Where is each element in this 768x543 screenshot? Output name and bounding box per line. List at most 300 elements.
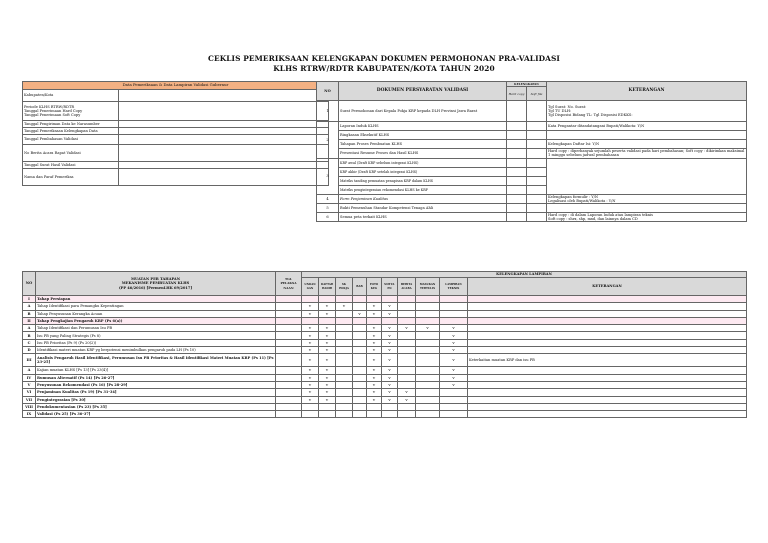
doc-note (547, 131, 747, 140)
lampiran-check[interactable] (382, 403, 398, 410)
soft-file-check[interactable] (527, 204, 547, 213)
lampiran-check[interactable] (336, 347, 353, 354)
lampiran-check[interactable]: v (398, 396, 416, 403)
lampiran-check[interactable] (336, 389, 353, 396)
left-panel-value[interactable] (119, 145, 329, 162)
tgl-pelaksanaan[interactable] (276, 411, 302, 418)
muatan-row-no: VII (23, 396, 36, 403)
lampiran-check[interactable] (353, 367, 367, 374)
lampiran-check[interactable]: v (319, 374, 336, 381)
lampiran-check[interactable] (336, 317, 353, 324)
muatan-row-no: C (23, 339, 36, 346)
lampiran-check[interactable]: v (382, 310, 398, 317)
muatan-subheader (416, 278, 440, 296)
doc-note (547, 194, 747, 203)
lampiran-check[interactable] (398, 354, 416, 367)
lampiran-check[interactable] (416, 332, 440, 339)
hard-copy-check[interactable] (507, 122, 527, 131)
lampiran-check[interactable]: v (416, 325, 440, 332)
doc-row-no: 1 (317, 101, 339, 122)
doc-header-hard-copy: Hard copy (507, 87, 527, 101)
lampiran-check[interactable]: v (319, 303, 336, 310)
lampiran-check[interactable] (319, 403, 336, 410)
left-panel-label: No Berita Acara Rapat Validasi (23, 145, 119, 162)
lampiran-check[interactable] (302, 411, 319, 418)
soft-file-check[interactable] (527, 167, 547, 176)
lampiran-check[interactable] (367, 317, 382, 324)
soft-file-check[interactable] (527, 194, 547, 203)
lampiran-check[interactable] (367, 403, 382, 410)
muatan-row-text: Isu PB yang Paling Strategis (Ps 8) (36, 332, 276, 339)
lampiran-check[interactable]: v (302, 374, 319, 381)
lampiran-check[interactable]: v (382, 396, 398, 403)
lampiran-check[interactable] (336, 296, 353, 303)
text-line: NAAN (283, 285, 294, 290)
lampiran-check[interactable] (336, 310, 353, 317)
lampiran-check[interactable] (367, 296, 382, 303)
lampiran-check[interactable] (353, 332, 367, 339)
lampiran-check[interactable]: v (302, 354, 319, 367)
lampiran-check[interactable] (319, 296, 336, 303)
muatan-note (468, 339, 747, 346)
tgl-pelaksanaan[interactable] (276, 332, 302, 339)
text-line: LAMPIRAN (445, 283, 462, 287)
lampiran-check[interactable]: v (367, 354, 382, 367)
lampiran-check[interactable] (353, 339, 367, 346)
tgl-pelaksanaan[interactable] (276, 396, 302, 403)
muatan-row-text: Identifikasi materi muatan KRP yg berpotensi menimbulkan pengaruh pada LH (Ps 10) (36, 347, 276, 354)
text-line: NOTUL (384, 283, 395, 287)
hard-copy-check[interactable] (507, 204, 527, 213)
lampiran-check[interactable]: v (440, 354, 468, 367)
lampiran-check[interactable]: v (302, 381, 319, 388)
lampiran-check[interactable] (416, 347, 440, 354)
tgl-pelaksanaan[interactable] (276, 354, 302, 367)
lampiran-check[interactable] (353, 403, 367, 410)
tgl-pelaksanaan[interactable] (276, 374, 302, 381)
lampiran-check[interactable]: v (319, 381, 336, 388)
doc-row-no: 2 (317, 122, 339, 158)
text-line: SK (341, 283, 347, 287)
text-line: POKJA (339, 286, 349, 290)
lampiran-check[interactable]: v (302, 332, 319, 339)
page-title: CEKLIS PEMERIKSAAN KELENGKAPAN DOKUMEN PERMOHONAN PRA-VALIDASI (208, 54, 560, 63)
soft-file-check[interactable] (527, 101, 547, 122)
muatan-row-text: Validasi (Ps 25) [Ps 36-37] (36, 411, 276, 418)
muatan-header-tgl (276, 272, 302, 296)
left-panel-label (23, 102, 119, 121)
text-line: Periode KLHS RTRW/RDTR (24, 104, 75, 109)
lampiran-check[interactable] (336, 396, 353, 403)
muatan-row-no: D (23, 347, 36, 354)
doc-header-soft-file: Soft file (527, 87, 547, 101)
lampiran-check[interactable] (416, 354, 440, 367)
tgl-pelaksanaan[interactable] (276, 310, 302, 317)
lampiran-check[interactable]: v (382, 332, 398, 339)
text-line: BERITA (400, 283, 413, 287)
left-panel-header: Data Pemeriksaan & Data Lampiran Validasi Gubernur (23, 82, 329, 90)
doc-note: Hard copy : diperbanyak sejumlah peserta validasi pada hari pembahasan; Soft copy : dikirimkan maksimal 1 minggu sebelum jadwal pembahasan (547, 149, 747, 158)
tgl-pelaksanaan[interactable] (276, 381, 302, 388)
text-line: TGL (285, 277, 292, 282)
text-line: Tgl Surat: No. Surat: (548, 104, 587, 109)
lampiran-check[interactable] (319, 411, 336, 418)
lampiran-check[interactable] (416, 367, 440, 374)
doc-item: Semua peta terkait KLHS (339, 213, 507, 222)
hard-copy-check[interactable] (507, 185, 527, 194)
muatan-row-text: Penyusunan Rekomendasi (Ps 16) [Ps 28-29] (36, 381, 276, 388)
muatan-row-text: Tahap Identifikasi para Pemangku Kepentingan (36, 303, 276, 310)
lampiran-check[interactable]: v (319, 389, 336, 396)
muatan-row-text: Isu PB Prioritas (Ps 9) (Ps 20(2)) (36, 339, 276, 346)
muatan-row-no: A (23, 303, 36, 310)
lampiran-check[interactable] (336, 339, 353, 346)
left-panel-value[interactable] (119, 90, 329, 102)
lampiran-check[interactable] (302, 403, 319, 410)
muatan-row-text: Tahap Identifikasi dan Perumusan Isu PB (36, 325, 276, 332)
muatan-row-no: IX (23, 411, 36, 418)
lampiran-check[interactable] (302, 296, 319, 303)
lampiran-check[interactable]: v (382, 347, 398, 354)
lampiran-check[interactable]: v (440, 367, 468, 374)
lampiran-check[interactable] (440, 403, 468, 410)
left-panel-label: Tanggal Pemeriksaan Kelengkapan Data (23, 128, 119, 135)
lampiran-check[interactable] (382, 411, 398, 418)
lampiran-check[interactable]: v (302, 389, 319, 396)
lampiran-check[interactable]: v (302, 396, 319, 403)
lampiran-check[interactable]: v (302, 325, 319, 332)
lampiran-check[interactable] (319, 317, 336, 324)
lampiran-check[interactable] (416, 396, 440, 403)
lampiran-check[interactable] (398, 367, 416, 374)
lampiran-check[interactable]: v (367, 389, 382, 396)
tgl-pelaksanaan[interactable] (276, 325, 302, 332)
lampiran-check[interactable]: v (367, 310, 382, 317)
muatan-note (468, 325, 747, 332)
hard-copy-check[interactable] (507, 131, 527, 140)
doc-item: Matriks pengintegrasian rekomendasi KLHS ke KRP (339, 185, 507, 194)
muatan-subheader (382, 278, 398, 296)
doc-item: Matriks tanding pemuatan penapisan KRP dalam KLHS (339, 176, 507, 185)
lampiran-check[interactable] (353, 296, 367, 303)
tgl-pelaksanaan[interactable] (276, 389, 302, 396)
lampiran-check[interactable]: v (440, 325, 468, 332)
tgl-pelaksanaan[interactable] (276, 303, 302, 310)
lampiran-check[interactable] (353, 381, 367, 388)
lampiran-check[interactable] (416, 389, 440, 396)
lampiran-check[interactable] (353, 317, 367, 324)
lampiran-check[interactable]: v (319, 310, 336, 317)
lampiran-check[interactable] (336, 411, 353, 418)
lampiran-check[interactable] (398, 374, 416, 381)
lampiran-check[interactable]: v (440, 374, 468, 381)
muatan-row-text: Analisis Pengaruh Hasil Identifikasi, Perumusan Isu PB Prioritas & Hasil Identifikasi Materi Muatan KRP (Ps 11) [Ps 23-25] (36, 354, 276, 367)
muatan-row-text: Tahap Pengkajian Pengaruh KRP (Ps 6(a)) (36, 317, 276, 324)
lampiran-check[interactable] (440, 296, 468, 303)
lampiran-check[interactable] (353, 411, 367, 418)
muatan-subheader (398, 278, 416, 296)
muatan-header-kelengkapan: KELENGKAPAN LAMPIRAN (302, 272, 747, 278)
lampiran-check[interactable] (416, 303, 440, 310)
text-line: TEKNIS (447, 286, 460, 290)
left-data-panel (22, 81, 329, 186)
hard-copy-check[interactable] (507, 158, 527, 167)
lampiran-check[interactable]: v (319, 367, 336, 374)
lampiran-check[interactable] (336, 403, 353, 410)
lampiran-check[interactable] (336, 354, 353, 367)
text-line: GAN (306, 286, 314, 290)
tgl-pelaksanaan[interactable] (276, 296, 302, 303)
lampiran-check[interactable]: v (367, 367, 382, 374)
muatan-note (468, 296, 747, 303)
lampiran-check[interactable]: v (302, 339, 319, 346)
lampiran-check[interactable]: v (440, 339, 468, 346)
muatan-row-text: Pengintegrasian [Ps 30] (36, 396, 276, 403)
lampiran-check[interactable]: v (302, 310, 319, 317)
text-line: HADIR (321, 286, 333, 290)
doc-item: Ringkasan Eksekutif KLHS (339, 131, 507, 140)
muatan-note (468, 374, 747, 381)
lampiran-check[interactable]: v (302, 347, 319, 354)
lampiran-check[interactable] (398, 303, 416, 310)
text-line: MASUKAN (419, 283, 436, 287)
lampiran-check[interactable] (353, 347, 367, 354)
left-panel-value[interactable] (119, 121, 329, 128)
lampiran-check[interactable]: v (367, 332, 382, 339)
muatan-row-text: Tahap Persiapan (36, 296, 276, 303)
muatan-note (468, 403, 747, 410)
lampiran-check[interactable] (440, 396, 468, 403)
lampiran-check[interactable]: v (398, 389, 416, 396)
lampiran-check[interactable] (302, 317, 319, 324)
left-panel-value[interactable] (119, 135, 329, 145)
lampiran-check[interactable]: v (440, 381, 468, 388)
doc-header-keterangan: KETERANGAN (547, 82, 747, 101)
muatan-row-text: Penjaminan Kualitas (Ps 19) [Ps 31-34] (36, 389, 276, 396)
lampiran-check[interactable]: v (319, 396, 336, 403)
lampiran-check[interactable]: v (302, 367, 319, 374)
lampiran-check[interactable]: v (336, 303, 353, 310)
left-panel-value[interactable] (119, 169, 329, 186)
muatan-header-keterangan: KETERANGAN (468, 278, 747, 296)
left-panel-value[interactable] (119, 162, 329, 169)
lampiran-check[interactable] (416, 317, 440, 324)
lampiran-check[interactable]: v (382, 389, 398, 396)
hard-copy-check[interactable] (507, 149, 527, 158)
doc-note: Kata Pengantar ditandatangani Bupati/Walikota: Y/N (547, 122, 747, 131)
text-line: KEG (370, 286, 378, 290)
muatan-header-title (36, 272, 276, 296)
page-subtitle: KLHS RTRW/RDTR KABUPATEN/KOTA TAHUN 2020 (273, 64, 495, 73)
lampiran-check[interactable] (336, 332, 353, 339)
muatan-row-text: Rumusan Alternatif (Ps 14) [Ps 26-27] (36, 374, 276, 381)
lampiran-check[interactable] (336, 381, 353, 388)
muatan-row-no: III (23, 354, 36, 367)
muatan-subheader (367, 278, 382, 296)
lampiran-check[interactable] (336, 374, 353, 381)
doc-item: Laporan Induk KLHS (339, 122, 507, 131)
muatan-note (468, 381, 747, 388)
text-line: PELAKSA (280, 281, 297, 286)
muatan-row-text: Tahap Penyusunan Kerangka Acuan (36, 310, 276, 317)
lampiran-check[interactable]: v (440, 332, 468, 339)
hard-copy-check[interactable] (507, 140, 527, 149)
lampiran-check[interactable] (440, 303, 468, 310)
muatan-note (468, 317, 747, 324)
doc-item: KRP akhir (Draft KRP setelah integrasi KLHS) (339, 167, 507, 176)
left-panel-label: Tanggal Pembahasan Validasi (23, 135, 119, 145)
lampiran-check[interactable]: v (367, 325, 382, 332)
doc-item: Surat Permohonan dari Kepala Pokja KRP kepada DLH Provinsi Jawa Barat (339, 101, 507, 122)
lampiran-check[interactable]: v (398, 325, 416, 332)
left-panel-value[interactable] (119, 102, 329, 121)
lampiran-check[interactable] (416, 411, 440, 418)
muatan-row-no: II (23, 317, 36, 324)
lampiran-check[interactable] (398, 403, 416, 410)
lampiran-check[interactable]: v (382, 325, 398, 332)
lampiran-check[interactable]: v (382, 339, 398, 346)
muatan-note (468, 411, 747, 418)
lampiran-check[interactable] (416, 296, 440, 303)
lampiran-check[interactable] (398, 296, 416, 303)
muatan-header-no: NO (23, 272, 36, 296)
lampiran-check[interactable]: v (382, 367, 398, 374)
lampiran-check[interactable] (398, 339, 416, 346)
lampiran-check[interactable]: v (382, 354, 398, 367)
left-panel-label: Nama dan Paraf Pemeriksa (23, 169, 119, 186)
muatan-note (468, 310, 747, 317)
lampiran-check[interactable] (353, 374, 367, 381)
tgl-pelaksanaan[interactable] (276, 347, 302, 354)
soft-file-check[interactable] (527, 149, 547, 158)
tgl-pelaksanaan[interactable] (276, 317, 302, 324)
lampiran-check[interactable] (353, 396, 367, 403)
lampiran-check[interactable] (416, 403, 440, 410)
muatan-note (468, 303, 747, 310)
lampiran-check[interactable]: v (367, 347, 382, 354)
lampiran-check[interactable] (382, 296, 398, 303)
soft-file-check[interactable] (527, 140, 547, 149)
muatan-row-no: A (23, 367, 36, 374)
muatan-row-no: V (23, 381, 36, 388)
hard-copy-check[interactable] (507, 167, 527, 176)
lampiran-check[interactable] (440, 389, 468, 396)
lampiran-check[interactable]: v (367, 381, 382, 388)
doc-row-no: 5 (317, 204, 339, 213)
lampiran-check[interactable] (398, 411, 416, 418)
doc-header-no: NO (317, 82, 339, 101)
lampiran-check[interactable]: v (382, 303, 398, 310)
text-line: Hard copy : di dalam Laporan Induk atau lampiran teknis (548, 213, 654, 218)
lampiran-check[interactable]: v (367, 374, 382, 381)
lampiran-check[interactable]: v (440, 347, 468, 354)
muatan-subheader (319, 278, 336, 296)
lampiran-check[interactable] (382, 317, 398, 324)
lampiran-check[interactable]: v (367, 339, 382, 346)
lampiran-check[interactable] (353, 325, 367, 332)
lampiran-check[interactable] (416, 381, 440, 388)
text-line: Tanggal Penerimaan Soft Copy (24, 113, 81, 118)
lampiran-check[interactable]: v (367, 303, 382, 310)
tgl-pelaksanaan[interactable] (276, 367, 302, 374)
lampiran-check[interactable] (398, 317, 416, 324)
lampiran-check[interactable]: v (319, 347, 336, 354)
doc-item: Form Penjaminan Kualitas (339, 194, 507, 203)
lampiran-check[interactable] (440, 317, 468, 324)
soft-file-check[interactable] (527, 185, 547, 194)
hard-copy-check[interactable] (507, 101, 527, 122)
lampiran-check[interactable] (416, 374, 440, 381)
lampiran-check[interactable] (398, 310, 416, 317)
lampiran-check[interactable]: v (382, 374, 398, 381)
muatan-row-no: I (23, 296, 36, 303)
lampiran-check[interactable]: v (319, 354, 336, 367)
soft-file-check[interactable] (527, 213, 547, 222)
lampiran-check[interactable]: v (382, 381, 398, 388)
muatan-subheader (336, 278, 353, 296)
text-line: (PP 46/2016) [PermenLHK 69/2017] (118, 285, 193, 290)
lampiran-check[interactable] (353, 354, 367, 367)
doc-note: Kelengkapan Daftar Isi: Y/N (547, 140, 747, 149)
soft-file-check[interactable] (527, 131, 547, 140)
tgl-pelaksanaan[interactable] (276, 403, 302, 410)
lampiran-check[interactable]: v (319, 332, 336, 339)
lampiran-check[interactable] (416, 339, 440, 346)
lampiran-check[interactable]: v (302, 303, 319, 310)
lampiran-check[interactable] (398, 381, 416, 388)
lampiran-check[interactable] (398, 347, 416, 354)
hard-copy-check[interactable] (507, 176, 527, 185)
left-panel-value[interactable] (119, 128, 329, 135)
lampiran-check[interactable] (336, 325, 353, 332)
lampiran-check[interactable] (440, 411, 468, 418)
hard-copy-check[interactable] (507, 213, 527, 222)
document-requirements-table (316, 81, 747, 222)
hard-copy-check[interactable] (507, 194, 527, 203)
soft-file-check[interactable] (527, 176, 547, 185)
lampiran-check[interactable] (440, 310, 468, 317)
text-line: Tgl Disposisi Bidang TL: Tgl Disposisi EDKKS: (548, 113, 633, 118)
text-line: Soft copy : shrx, shp, mxd, dan lainnya dalam CD (548, 217, 638, 222)
lampiran-check[interactable] (353, 303, 367, 310)
text-line: Kelengkapan formulir : Y/N (548, 194, 599, 199)
doc-item: Bukti Pemenuhan Standar Kompetensi Tenaga Ahli (339, 204, 507, 213)
text-line: DAFTAR (320, 283, 334, 287)
lampiran-check[interactable]: v (367, 396, 382, 403)
muatan-tahapan-table (22, 271, 747, 418)
doc-note (547, 158, 747, 194)
lampiran-check[interactable] (398, 332, 416, 339)
lampiran-check[interactable]: v (319, 339, 336, 346)
soft-file-check[interactable] (527, 122, 547, 131)
tgl-pelaksanaan[interactable] (276, 339, 302, 346)
muatan-note (468, 396, 747, 403)
lampiran-check[interactable] (367, 411, 382, 418)
doc-item: Presentasi Resume Proses dan Hasil KLHS (339, 149, 507, 158)
doc-note (547, 101, 747, 122)
text-line: UNDAN (304, 283, 316, 287)
muatan-note: Keterkaitan muatan KRP dan isu PB (468, 354, 747, 367)
lampiran-check[interactable]: v (319, 325, 336, 332)
lampiran-check[interactable] (416, 310, 440, 317)
lampiran-check[interactable]: v (353, 310, 367, 317)
muatan-row-text: Kajian muatan KLHS [Ps 13] [Ps 23(4)] (36, 367, 276, 374)
soft-file-check[interactable] (527, 158, 547, 167)
lampiran-check[interactable] (353, 389, 367, 396)
lampiran-check[interactable] (336, 367, 353, 374)
text-line: Legalisasi oleh Bupati/Walikota : Y/N (548, 198, 616, 203)
muatan-row-no: VI (23, 389, 36, 396)
